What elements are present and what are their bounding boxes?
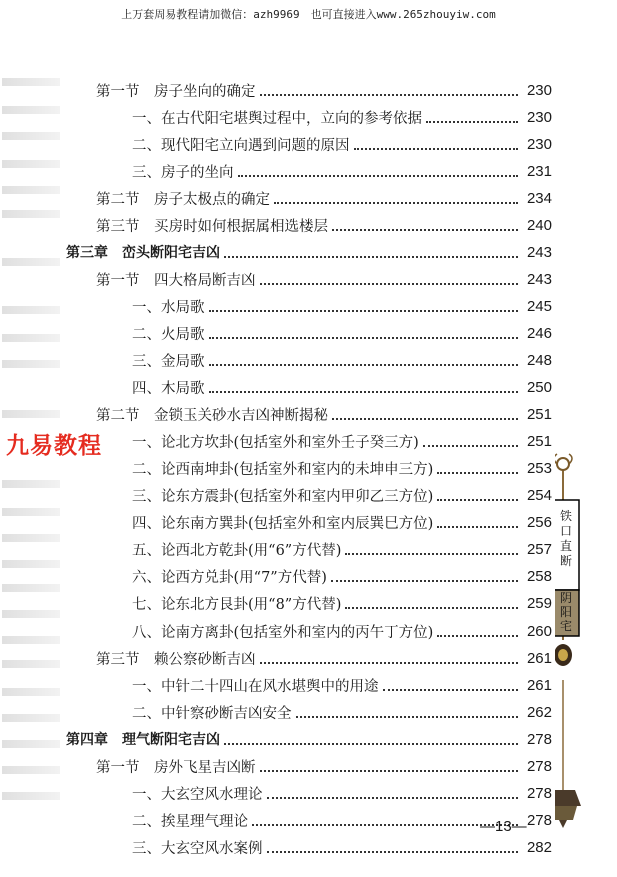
- toc-entry-label: 二、现代阳宅立向遇到问题的原因: [132, 137, 350, 154]
- toc-entry-label: 一、大玄空风水理论: [132, 786, 263, 803]
- toc-entry-label: 第三节 赖公察砂断吉凶: [96, 651, 256, 668]
- toc-chapter-row: [66, 727, 552, 751]
- toc-leader-dots: [252, 823, 518, 826]
- toc-leader-dots: [224, 255, 518, 258]
- toc-leader-dots: [260, 661, 519, 664]
- toc-entry-label: 三、论东方震卦(包括室外和室内甲卯乙三方位): [132, 489, 434, 506]
- toc-entry-row: [132, 781, 552, 805]
- toc-leader-dots: [260, 93, 519, 96]
- toc-page-number: 254: [526, 487, 552, 505]
- toc-leader-dots: [345, 606, 518, 609]
- toc-entry-row: [132, 159, 552, 183]
- toc-entry-row: [96, 186, 552, 210]
- toc-entry-label: 第一节 房子坐向的确定: [96, 83, 256, 100]
- toc-page-number: 230: [526, 108, 552, 126]
- toc-entry-row: [96, 646, 552, 670]
- toc-page-number: 261: [526, 649, 552, 667]
- toc-page-number: 251: [526, 406, 552, 424]
- side-title-top: 铁口直断: [559, 509, 573, 568]
- toc-entry-row: [132, 105, 552, 129]
- header-banner: 上万套周易教程请加微信：azh9969 也可直接进入www.265zhouyiw.com: [121, 8, 496, 21]
- toc-page-number: 250: [526, 379, 552, 397]
- toc-leader-dots: [267, 850, 519, 853]
- toc-leader-dots: [426, 120, 518, 123]
- toc-page-number: 240: [526, 216, 552, 234]
- toc-page-number: 248: [526, 352, 552, 369]
- knot-ornament-icon: [555, 454, 572, 470]
- toc-entry-label: 三、金局歌: [132, 354, 205, 370]
- toc-leader-dots: [209, 309, 519, 312]
- toc-chapter-row: [66, 240, 552, 264]
- toc-page-number: 278: [526, 730, 552, 748]
- toc-page-number: 278: [526, 784, 552, 802]
- toc-entry-row: [132, 457, 552, 481]
- side-ornament: [555, 0, 617, 877]
- toc-entry-row: [96, 78, 552, 102]
- toc-page-number: 278: [526, 811, 552, 829]
- toc-entry-label: 第二节 金锁玉关砂水吉凶神断揭秘: [96, 408, 328, 425]
- toc-entry-row: [132, 484, 552, 508]
- toc-entry-row: [96, 213, 552, 237]
- toc-page-number: 230: [526, 81, 552, 99]
- toc-leader-dots: [260, 769, 519, 772]
- toc-entry-label: 一、论北方坎卦(包括室外和室外壬子癸三方): [132, 435, 419, 452]
- toc-entry-label: 四、论东南方巽卦(包括室外和室内辰巽巳方位): [132, 516, 434, 533]
- toc-entry-label: 一、中针二十四山在风水堪舆中的用途: [132, 678, 379, 695]
- toc-page-number: 251: [526, 433, 552, 451]
- watermark-text: 九易教程: [6, 433, 102, 459]
- toc-page-number: 234: [526, 189, 552, 207]
- toc-leader-dots: [332, 228, 518, 231]
- toc-entry-label: 第一节 四大格局断吉凶: [96, 272, 256, 289]
- toc-entry-row: [132, 700, 552, 724]
- toc-leader-dots: [224, 742, 518, 745]
- toc-leader-dots: [332, 417, 518, 420]
- toc-entry-label: 六、论西方兑卦(用“7”方代替): [132, 570, 327, 587]
- toc-page-number: 256: [526, 514, 552, 532]
- toc-page-number: 278: [526, 757, 552, 775]
- toc-entry-row: [96, 403, 552, 427]
- toc-entry-row: [96, 267, 552, 291]
- toc-page-number: 243: [526, 270, 552, 288]
- toc-entry-label: 七、论东北方艮卦(用“8”方代替): [132, 597, 342, 614]
- toc-leader-dots: [437, 471, 518, 474]
- toc-leader-dots: [209, 336, 519, 339]
- side-title-bottom: 阴阳宅: [559, 591, 573, 633]
- toc-entry-row: [132, 565, 552, 589]
- toc-page-number: 257: [526, 541, 552, 559]
- toc-leader-dots: [274, 201, 518, 204]
- toc-leader-dots: [209, 390, 519, 393]
- tassel-icon: [555, 790, 581, 828]
- toc-entry-label: 三、大玄空风水案例: [132, 840, 263, 857]
- toc-leader-dots: [423, 444, 518, 447]
- toc-page-number: 243: [526, 243, 552, 261]
- toc-leader-dots: [345, 552, 518, 555]
- toc-entry-label: 一、水局歌: [132, 299, 205, 316]
- toc-page-number: 262: [526, 703, 552, 721]
- toc-entry-label: 第二节 房子太极点的确定: [96, 191, 270, 208]
- toc-entry-label: 二、挨星理气理论: [132, 813, 248, 830]
- toc-leader-dots: [437, 634, 518, 637]
- toc-leader-dots: [267, 796, 519, 799]
- toc-entry-row: [132, 673, 552, 697]
- toc-page-number: 259: [526, 595, 552, 613]
- toc-page-number: 253: [526, 460, 552, 478]
- toc-entry-label: 八、论南方离卦(包括室外和室内的丙午丁方位): [132, 624, 434, 641]
- toc-entry-row: [96, 754, 552, 778]
- toc-entry-row: [132, 538, 552, 562]
- toc-page-number: 261: [526, 676, 552, 694]
- toc-entry-label: 第三章 峦头断阳宅吉凶: [66, 245, 220, 262]
- toc-entry-row: [132, 835, 552, 859]
- toc-entry-label: 四、木局歌: [132, 381, 205, 398]
- toc-entry-row: [132, 376, 552, 400]
- toc-page-number: 231: [526, 162, 552, 180]
- toc-entry-label: 二、火局歌: [132, 326, 205, 343]
- toc-entry-row: [132, 430, 552, 454]
- toc-leader-dots: [209, 363, 519, 366]
- toc-leader-dots: [383, 688, 519, 691]
- toc-page-number: 246: [526, 324, 552, 342]
- toc-page-number: 258: [526, 568, 552, 586]
- toc-leader-dots: [437, 525, 518, 528]
- toc-entry-label: 三、房子的坐向: [132, 164, 234, 181]
- toc-entry-row: [132, 349, 552, 373]
- toc-page-number: 282: [526, 838, 552, 856]
- toc-entry-label: 第三节 买房时如何根据属相选楼层: [96, 218, 328, 235]
- gourd-seal-icon: [555, 644, 572, 666]
- toc-entry-row: [132, 511, 552, 535]
- toc-entry-label: 二、论西南坤卦(包括室外和室内的未坤申三方): [132, 462, 434, 479]
- toc-entry-label: 二、中针察砂断吉凶安全: [132, 705, 292, 722]
- toc-page-number: 245: [526, 297, 552, 315]
- toc-entry-label: 第四章 理气断阳宅吉凶: [66, 732, 220, 749]
- toc-entry-label: 一、在古代阳宅堪舆过程中，立向的参考依据: [132, 110, 422, 127]
- toc-entry-row: [132, 619, 552, 643]
- toc-leader-dots: [260, 282, 519, 285]
- page-number: —13—: [480, 818, 527, 835]
- toc-leader-dots: [354, 147, 519, 150]
- toc-leader-dots: [238, 174, 519, 177]
- toc-leader-dots: [296, 715, 519, 718]
- toc-entry-label: 五、论西北方乾卦(用“6”方代替): [132, 543, 342, 560]
- toc-entry-row: [132, 132, 552, 156]
- toc-page-number: 260: [526, 622, 552, 640]
- toc-leader-dots: [437, 498, 518, 501]
- toc-entry-row: [132, 592, 552, 616]
- toc-entry-row: [132, 294, 552, 318]
- toc-entry-label: 第一节 房外飞星吉凶断: [96, 759, 256, 776]
- toc-entry-row: [132, 321, 552, 345]
- toc-page-number: 230: [526, 135, 552, 153]
- toc-leader-dots: [331, 579, 518, 582]
